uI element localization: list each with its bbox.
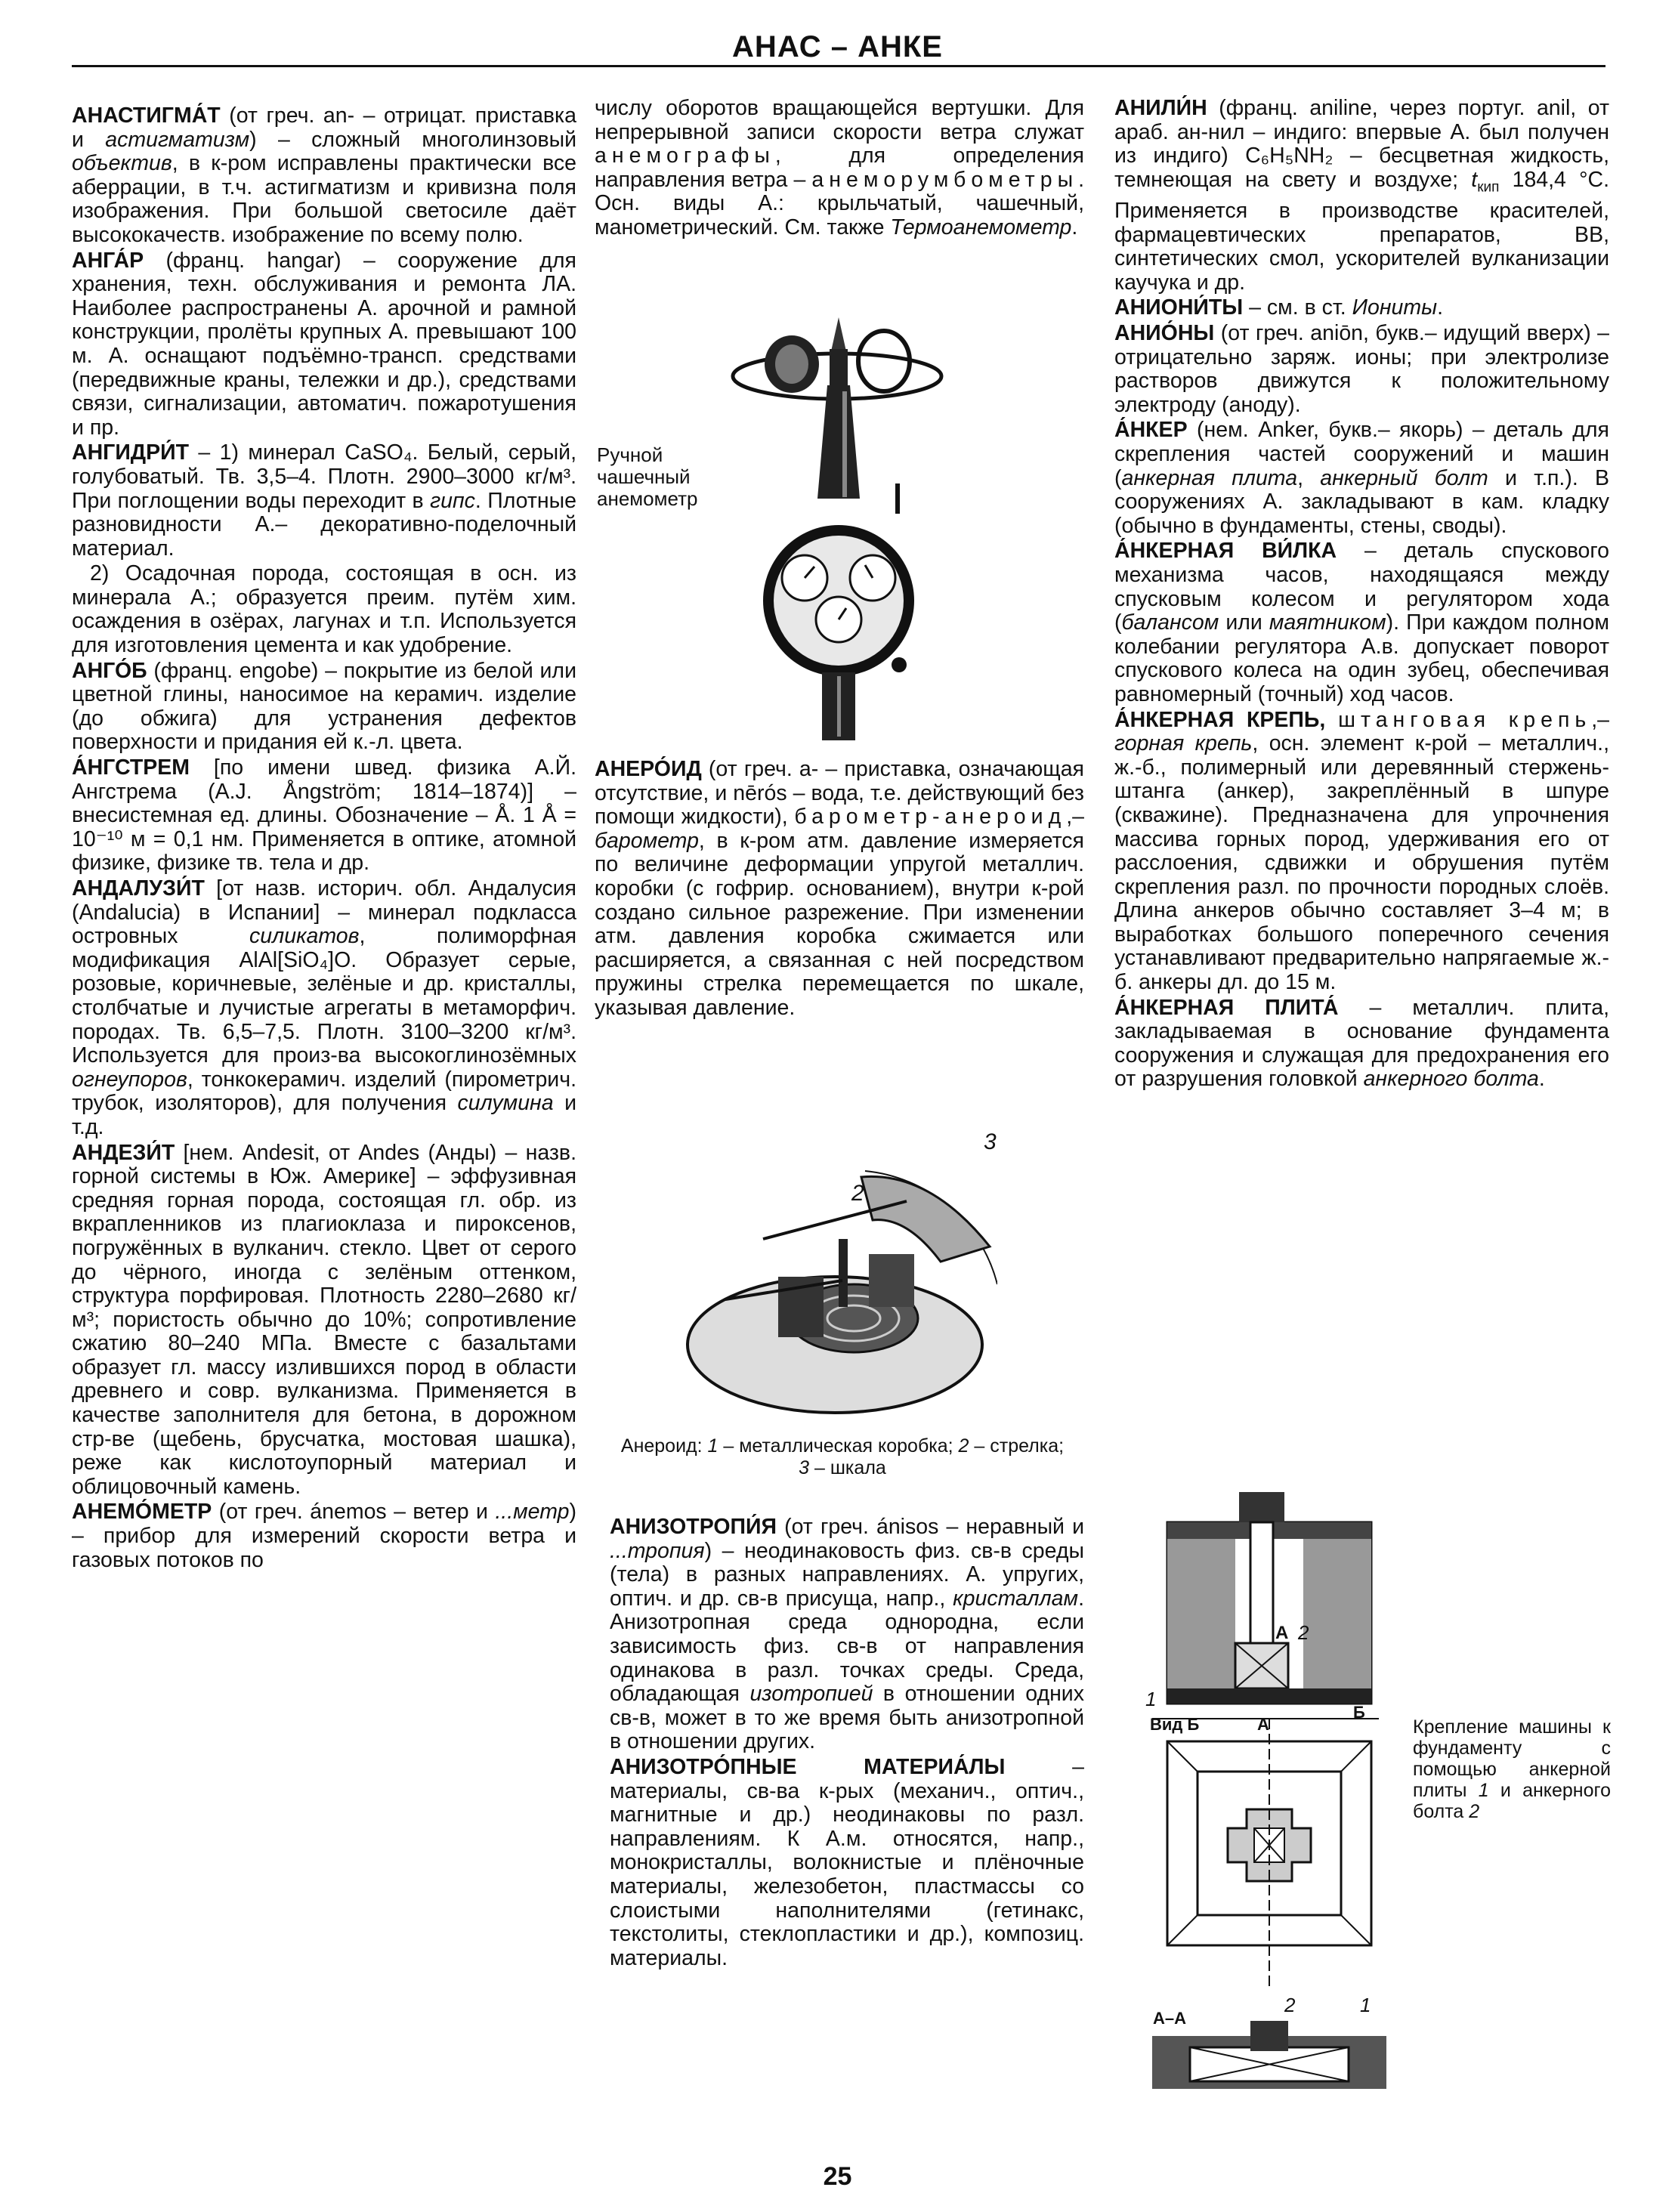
entry-angar: АНГА́Р (франц. hangar) – сооружение для хранения, техн. обслуживания и ремонта ЛА. Наиболее распространены А. арочной и рамной конструкции, пролёты крупных А. превышают 100 м. А. оснащают подъёмно-трансп. средствами (передвижные краны, тележки и др.), средствами связи, сигнализации, автоматич. пожаротушения и пр. [72,248,576,440]
entry-anemometr-cont: числу оборотов вращающейся вертушки. Для непрерывной записи скорости ветра служат анемографы, для определения направления ветра – анеморумбометры. Осн. виды А.: крыльчатый, чашечный, манометрический. См. также Термоанемометр. [595,96,1084,239]
entry-ankernaya-plita: А́НКЕРНАЯ ПЛИТА́ – металлич. плита, закладываемая в основание фундамента сооружения и служащая для предохранения его от разрушения головкой анкерного болта. [1114,995,1609,1092]
entry-anker: А́НКЕР (нем. Anker, букв.– якорь) – деталь для скрепления частей сооружений и машин (анкерная плита, анкерный болт и т.п.). В сооружениях А. закладывают в кам. кладку (обычно в фундаменты, стены, своды). [1114,418,1609,538]
entry-angidrit-2: 2) Осадочная порода, состоящая в осн. из минерала А.; образуется преим. путём хим. осаждения в озёрах, лагунах и т.п. Используется для изготовления цемента и как удобрение. [72,561,576,658]
column-2-middle [595,758,1084,1022]
entry-anastigmat: АНАСТИГМА́Т (от греч. an- – отрицат. приставка и астигматизм) – сложный многолинзовый объектив, в к-ром исправлены практически все аберрации, в т.ч. астигматизм и кривизна поля изображения. При большой светосиле даёт высококачеств. изображение по всему полю. [72,103,576,247]
entry-anizotropiya: АНИЗОТРОПИ́Я (от греч. ánisos – неравный и ...тропия) – неодинаковость физ. св-в среды (тела) в разных направлениях. А. упругих, оптич. и др. св-в присуща, напр., кристаллам. Анизотропная среда однородна, если зависимость физ. св-в от направления одинакова в разл. точках среды. Среда, обладающая изотропией в отношении одних св-в, может в то же время быть анизотропной в отношении других. [610,1515,1084,1754]
figure-anchor-plate-caption: Крепление машины к фундаменту с помощью анкерной плиты 1 и анкерного болта 2 [1413,1716,1611,1822]
anemometer-illustration [725,310,944,740]
entry-aniony: АНИО́НЫ (от греч. aniōn, букв.– идущий вверх) – отрицательно заряж. ионы; при электролизе растворов движутся к положительному электроду (аноду). [1114,321,1609,417]
entry-anemometr: АНЕМО́МЕТР (от греч. ánemos – ветер и ...метр) – прибор для измерений скорости ветра и газовых потоков по [72,1500,576,1572]
fig3-label-vid-b: Вид Б [1150,1715,1200,1734]
running-header: АНАС – АНКЕ [732,30,943,63]
header-rule [72,65,1605,67]
entry-anizotropnye-materialy: АНИЗОТРО́ПНЫЕ МАТЕРИА́ЛЫ – материалы, св-ва к-рых (механич., оптич., магнитные и др.) неодинаковы по разл. направлениям. К А.м. относятся, напр., монокристаллы, волокнистые и плёночные материалы, железобетон, пластмассы со слоистыми наполнителями (гетинакс, текстолиты, стеклопластики и др.), композиц. материалы. [610,1754,1084,1970]
fig3-label-s1: 1 [1360,1994,1371,2016]
entry-andaluzit: АНДАЛУЗИ́Т [от назв. историч. обл. Андалусия (Andalucia) в Испании] – минерал подкласса островных силикатов, полиморфная модификация AlAl[SiO₄]O. Образует серые, розовые, коричневые, зелёные и др. кристаллы, столбчатые и лучистые агрегаты в метаморфич. породах. Тв. 6,5–7,5. Плотн. 3100–3200 кг/м³. Используется для произ-ва высокоглинозёмных огнеупоров, тонкокерамич. изделий (пирометрич. трубок, изоляторов), для получения силумина и т.д. [72,876,577,1139]
page-number: 25 [823,2162,852,2191]
fig3-label-s2: 2 [1284,1994,1296,2016]
aneroid-illustration [680,1141,997,1420]
fig3-label-1: 1 [1145,1688,1157,1710]
entry-angstrem: А́НГСТРЕМ [по имени швед. физика А.Й. Ангстрема (A.J. Ångström; 1814–1874)] – внесистемная ед. длины. Обозначение – Å. 1 Å = 10⁻¹⁰ м = 0,1 нм. Применяется в оптике, атомной физике, физике тв. тела и др. [72,755,576,876]
fig3-label-a2: А [1257,1715,1269,1734]
fig3-label-a: А [1275,1623,1289,1643]
entry-ankernaya-krep: А́НКЕРНАЯ КРЕПЬ, штанговая крепь,– горная крепь, осн. элемент к-рой – металлич., ж.-б., полимерный или деревянный стержень-штанга (анкер), закреплённый в шпуре (скважине). Предназначена для упрочнения массива горных пород, удерживания его от расслоения, сдвижки и обрушения путём скрепления разл. по прочности породных слоёв. Длина анкеров обычно составляет 3–4 м; в выработках большого поперечного сечения устанавливают предварительно напрягаемые ж.-б. анкеры дл. до 15 м. [1114,707,1610,995]
fig3-label-aa: А–А [1153,2009,1187,2028]
aneroid-label-3: 3 [984,1129,997,1154]
entry-ankernaya-vilka: А́НКЕРНАЯ ВИ́ЛКА – деталь спускового механизма часов, находящаяся между спусковым колесом и регулятором хода (балансом или маятником). При каждом полном колебании регулятора А.в. допускает поворот спускового колеса на один зубец, обеспечивая равномерный (точный) ход часов. [1114,539,1609,706]
column-2-bottom [610,1515,1084,1972]
entry-andezit: АНДЕЗИ́Т [нем. Andesit, от Andes (Анды) – назв. горной системы в Юж. Америке] – эффузивная средняя горная порода, состоящая гл. обр. из вкрапленников из плагиоклаза и пироксенов, погружённых в вулканич. стекло. Цвет от серого до чёрного, иногда с зелёным оттенком, структура порфировая. Плотность 2280–2680 кг/м³; пористость обычно до 10%; сопротивление сжатию 80–240 МПа. Вместе с базальтами образует гл. массу излившихся пород в области древнего и совр. вулканизма. Применяется в качестве заполнителя для бетона, в дорожном стр-ве (щебень, брусчатка, мостовая шашка), реже как кислотоупорный материал и облицовочный камень. [72,1140,576,1499]
entry-anionity: АНИОНИ́ТЫ – см. в ст. Иониты. [1114,295,1444,320]
fig3-label-2: 2 [1298,1621,1309,1644]
entry-aneroid: АНЕРО́ИД (от греч. a- – приставка, означающая отсутствие, и nērós – вода, т.е. действующий без помощи жидкости), барометр-анероид,– барометр, в к-ром атм. давление измеряется по величине деформации упругой металлич. коробки (с гофрир. основанием), внутри к-рой создано сильное разрежение. При изменении атм. давления коробка сжимается или расширяется, а связанная с ней посредством пружины стрелка перемещается по шкале, указывая давление. [595,757,1084,1020]
entry-angob: АНГО́Б (франц. engobe) – покрытие из белой или цветной глины, наносимое на керамич. изделие (до обжига) для устранения дефектов поверхности и придания ей к.-л. цвета. [72,658,576,755]
entry-angidrit: АНГИДРИ́Т – 1) минерал CaSO₄. Белый, серый, голубоватый. Тв. 3,5–4. Плотн. 2900–3000 кг/м³. При поглощении воды переходит в гипс. Плотные разновидности А.– декоративно-поделочный материал. [72,440,577,561]
figure-anemometer-caption: Ручной чашечный анемометр [597,443,698,510]
column-3 [1114,97,1609,1093]
figure-aneroid-caption: Анероид: 1 – металлическая коробка; 2 – стрелка; 3 – шкала [620,1435,1065,1478]
column-1 [72,104,576,1574]
fig3-label-b: Б [1353,1703,1365,1722]
entry-anilin: АНИЛИ́Н (франц. aniline, через португ. anil, от араб. ан-нил – индиго: впервые А. был получен из индиго) C₆H₅NH₂ – бесцветная жидкость, темнеющая на свету и воздухе; $t_{кип}$ 184,4 °С. Применяется в производстве красителей, фармацевтических препаратов, ВВ, синтетических смол, ускорителей вулканизации каучука и др. [1114,96,1609,295]
column-2 [595,97,1084,242]
aneroid-label-2: 2 [851,1181,864,1206]
